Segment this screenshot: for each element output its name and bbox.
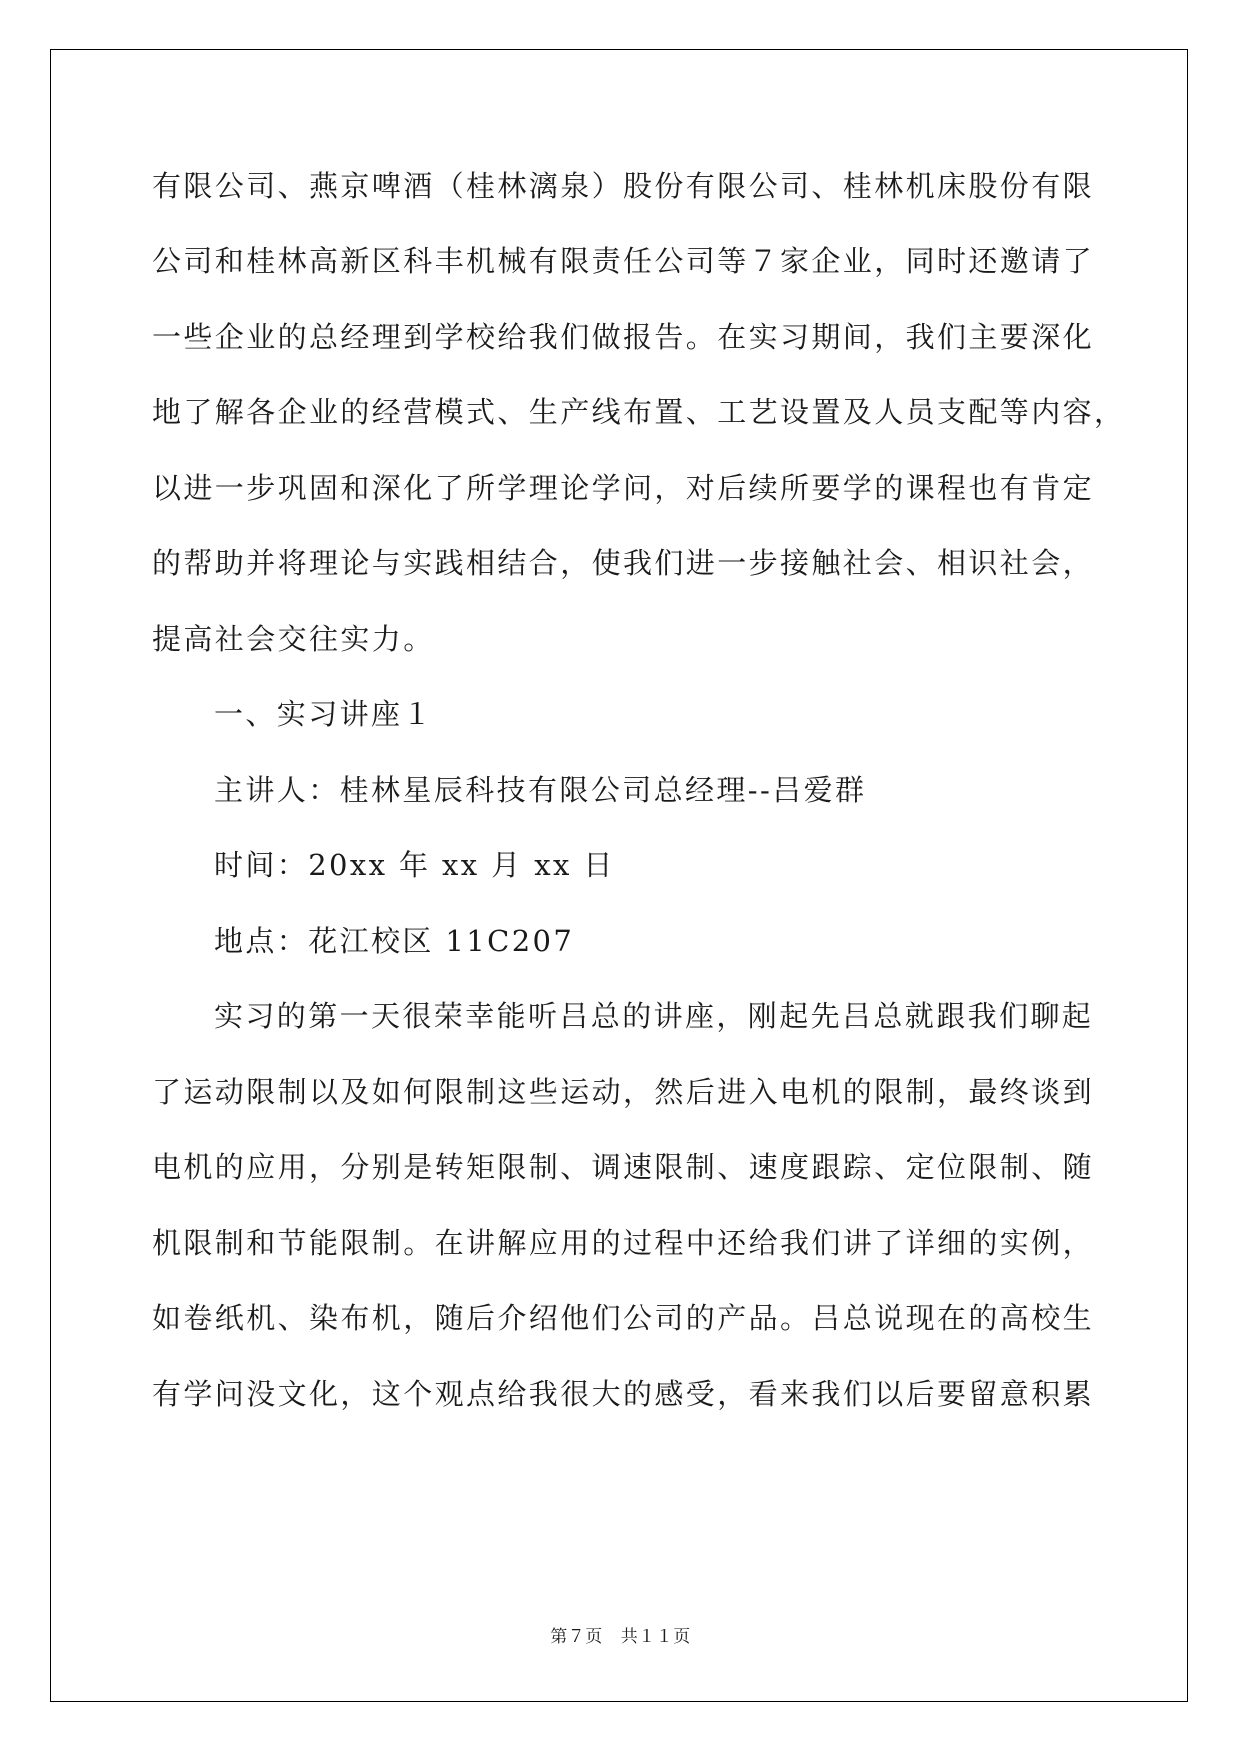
location-line: 地点：花江校区 11C207 [214,924,575,958]
paragraph-line: 机限制和节能限制。在讲解应用的过程中还给我们讲了详细的实例， [152,1226,1095,1260]
paragraph-line: 地了解各企业的经营模式、生产线布置、工艺设置及人员支配等内容， [152,395,1126,429]
section-heading: 一、实习讲座１ [214,697,434,731]
paragraph-line: 有限公司、燕京啤酒（桂林漓泉）股份有限公司、桂林机床股份有限 [152,169,1095,203]
time-line: 时间：20xx 年 xx 月 xx 日 [214,848,615,882]
paragraph-line: 实习的第一天很荣幸能听吕总的讲座，刚起先吕总就跟我们聊起 [214,999,1094,1033]
paragraph-line: 有学问没文化，这个观点给我很大的感受，看来我们以后要留意积累 [152,1377,1095,1411]
page-total: 共１１页 [620,1627,691,1647]
paragraph-line: 以进一步巩固和深化了所学理论学问，对后续所要学的课程也有肯定 [152,471,1095,505]
paragraph-line: 提高社会交往实力。 [152,622,435,656]
page-footer [0,1625,1241,1649]
paragraph-line: 如卷纸机、染布机，随后介绍他们公司的产品。吕总说现在的高校生 [152,1301,1095,1335]
paragraph-line: 公司和桂林高新区科丰机械有限责任公司等７家企业，同时还邀请了 [152,244,1095,278]
paragraph-line: 一些企业的总经理到学校给我们做报告。在实习期间，我们主要深化 [152,320,1095,354]
paragraph-line: 了运动限制以及如何限制这些运动，然后进入电机的限制，最终谈到 [152,1075,1095,1109]
speaker-line: 主讲人：桂林星辰科技有限公司总经理--吕爱群 [214,773,867,807]
paragraph-line: 电机的应用，分别是转矩限制、调速限制、速度跟踪、定位限制、随 [152,1150,1095,1184]
paragraph-line: 的帮助并将理论与实践相结合，使我们进一步接触社会、相识社会， [152,546,1095,580]
page-number: 第７页 [550,1627,603,1647]
